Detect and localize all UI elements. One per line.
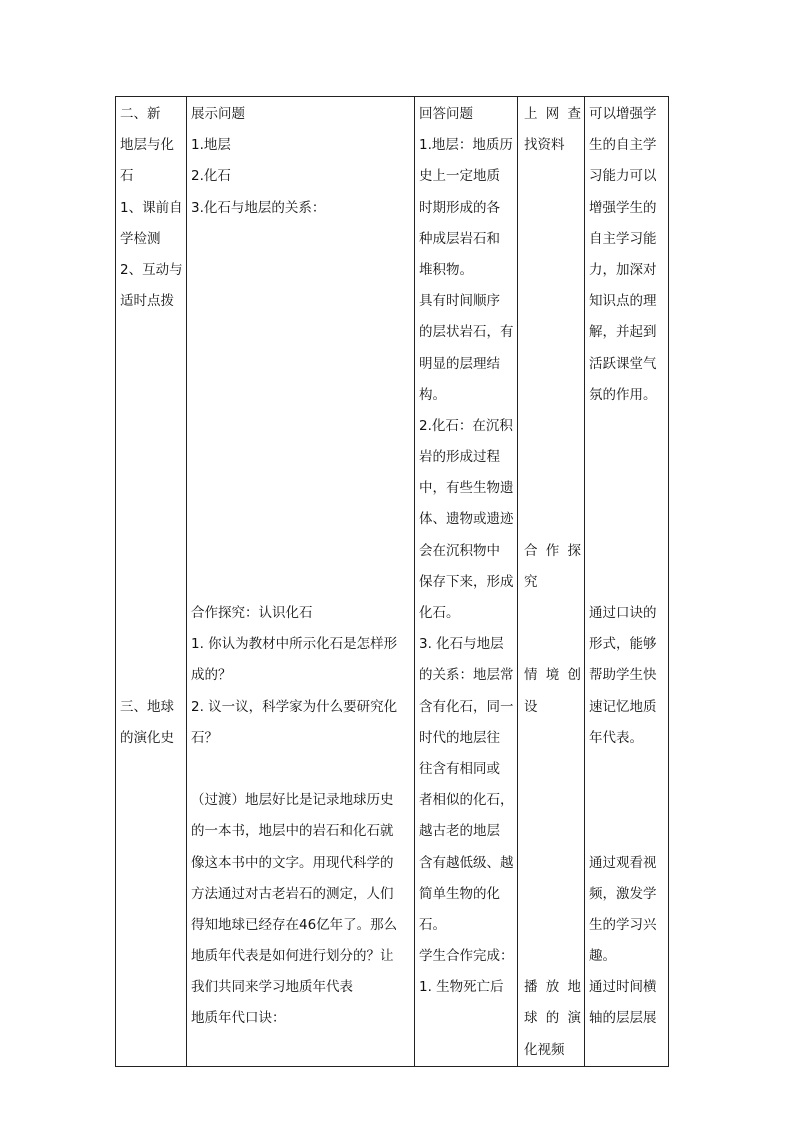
method-column	[518, 97, 585, 1067]
student-line: 1. 生物死亡后	[419, 979, 504, 996]
student-line: 含有化石，同一	[419, 698, 514, 715]
student-line: 2.化石：在沉积	[419, 417, 513, 434]
student-line: 时代的地层往	[419, 729, 500, 746]
teacher-line: 得知地球已经存在46亿年了。那么	[191, 916, 398, 933]
student-line: 简单生物的化	[419, 885, 500, 902]
stage-line: 1、课前自	[120, 199, 183, 216]
student-line: 中，有些生物遗	[419, 480, 514, 497]
teacher-line: 地质年代口诀：	[191, 1010, 286, 1027]
intent-line: 知识点的理	[589, 293, 657, 310]
student-line: 含有越低级、越	[419, 854, 514, 871]
method-online-search	[524, 99, 584, 161]
student-line: 具有时间顺序	[419, 293, 500, 310]
student-line: 明显的层理结	[419, 355, 500, 372]
teacher-line: 我们共同来学习地质年代表	[191, 979, 353, 996]
student-line: 的层状岩石，有	[419, 324, 514, 341]
teacher-line: 石？	[191, 729, 218, 746]
teacher-line: 展示问题	[191, 106, 245, 122]
stage-line: 地层与化	[120, 137, 174, 154]
method-cooperative-inquiry	[524, 536, 584, 598]
intent-line: 生的自主学	[589, 137, 657, 154]
intent-line: 速记忆地质	[589, 698, 657, 715]
teacher-line: 成的？	[191, 667, 232, 684]
intent-line: 生的学习兴	[589, 916, 657, 933]
teacher-line: （过渡）地层好比是记录地球历史	[191, 792, 394, 809]
student-activity-column	[415, 97, 518, 1067]
cooperative-inquiry-block	[191, 598, 414, 754]
student-line: 回答问题	[419, 106, 473, 122]
student-line: 学生合作完成：	[419, 948, 514, 965]
method-line: 上 网 查	[524, 106, 581, 122]
intent-line: 可以增强学	[589, 106, 657, 122]
intent-line: 氛的作用。	[589, 386, 657, 403]
teacher-line: 像这本书中的文字。用现代科学的	[191, 854, 394, 871]
teacher-line: 方法通过对古老岩石的测定，人们	[191, 885, 394, 902]
student-line: 堆积物。	[419, 261, 473, 278]
intent-line: 力，加深对	[589, 261, 657, 278]
teacher-activity-column	[187, 97, 415, 1067]
student-line: 构。	[419, 386, 446, 403]
intent-line: 频，激发学	[589, 885, 657, 902]
intent-line: 轴的层层展	[589, 1010, 657, 1027]
stage-line: 二、新	[120, 106, 161, 122]
student-line: 时期形成的各	[419, 199, 500, 216]
stage-line: 三、地球	[120, 698, 174, 715]
method-line: 设	[524, 698, 538, 715]
student-line: 史上一定地质	[419, 168, 500, 185]
intent-line: 形式，能够	[589, 636, 657, 653]
design-intent-column	[585, 97, 669, 1067]
intent-line: 增强学生的	[589, 199, 657, 216]
method-line: 化视频	[524, 1041, 565, 1058]
stage-group-earth-evolution	[120, 692, 186, 754]
teacher-line: 2. 议一议，科学家为什么要研究化	[191, 698, 398, 715]
method-play-video	[524, 972, 584, 1066]
teacher-line: 2.化石	[191, 168, 231, 185]
student-line: 的关系：地层常	[419, 667, 514, 684]
teacher-line: 合作探究：认识化石	[191, 605, 313, 621]
stage-column	[116, 97, 187, 1067]
intent-line: 年代表。	[589, 729, 643, 746]
student-line: 化石。	[419, 605, 460, 621]
transition-block	[191, 785, 414, 1035]
intent-line: 解，并起到	[589, 324, 657, 341]
student-line: 种成层岩石和	[419, 230, 500, 247]
student-line: 3. 化石与地层	[419, 636, 504, 653]
intent-line: 通过口诀的	[589, 605, 657, 621]
method-line: 情 境 创	[524, 667, 581, 684]
intent-line: 自主学习能	[589, 230, 657, 247]
student-line: 1.地层：地质历	[419, 137, 513, 154]
teacher-line: 的一本书，地层中的岩石和化石就	[191, 823, 394, 840]
student-line: 往含有相同或	[419, 760, 500, 777]
teacher-line: 地质年代表是如何进行划分的？让	[191, 948, 394, 965]
student-answers-block	[415, 97, 517, 1003]
stage-line: 石	[120, 168, 134, 185]
intent-self-study	[589, 99, 668, 411]
student-line: 石。	[419, 916, 446, 933]
intent-line: 通过时间横	[589, 979, 657, 996]
teacher-line: 1. 你认为教材中所示化石是怎样形	[191, 636, 398, 653]
method-line: 播 放 地	[524, 979, 581, 996]
intent-line: 活跃课堂气	[589, 355, 657, 372]
intent-line: 帮助学生快	[589, 667, 657, 684]
intent-mnemonic	[589, 598, 668, 754]
student-line: 保存下来，形成	[419, 573, 514, 590]
lesson-plan-table	[115, 96, 669, 1067]
method-line: 球 的 演	[524, 1010, 581, 1027]
intent-line: 趣。	[589, 948, 616, 965]
table-row	[116, 97, 669, 1067]
method-line: 究	[524, 573, 538, 590]
intent-line: 通过观看视	[589, 854, 657, 871]
intent-line: 习能力可以	[589, 168, 657, 185]
intent-video	[589, 848, 668, 1035]
stage-group-new-content	[120, 99, 186, 317]
method-line: 找资料	[524, 137, 565, 154]
student-line: 者相似的化石，	[419, 792, 514, 809]
stage-line: 适时点拨	[120, 293, 174, 310]
stage-line: 学检测	[120, 230, 161, 247]
teacher-line: 1.地层	[191, 137, 231, 154]
stage-line: 的演化史	[120, 729, 174, 746]
student-line: 会在沉积物中	[419, 542, 500, 559]
teacher-line: 3.化石与地层的关系：	[191, 199, 326, 216]
show-questions-block	[191, 99, 414, 224]
method-line: 合 作 探	[524, 542, 581, 559]
stage-line: 2、互动与	[120, 261, 183, 278]
method-situation-creation	[524, 660, 584, 722]
student-line: 越古老的地层	[419, 823, 500, 840]
student-line: 体、遗物或遗迹	[419, 511, 514, 528]
student-line: 岩的形成过程	[419, 449, 500, 466]
